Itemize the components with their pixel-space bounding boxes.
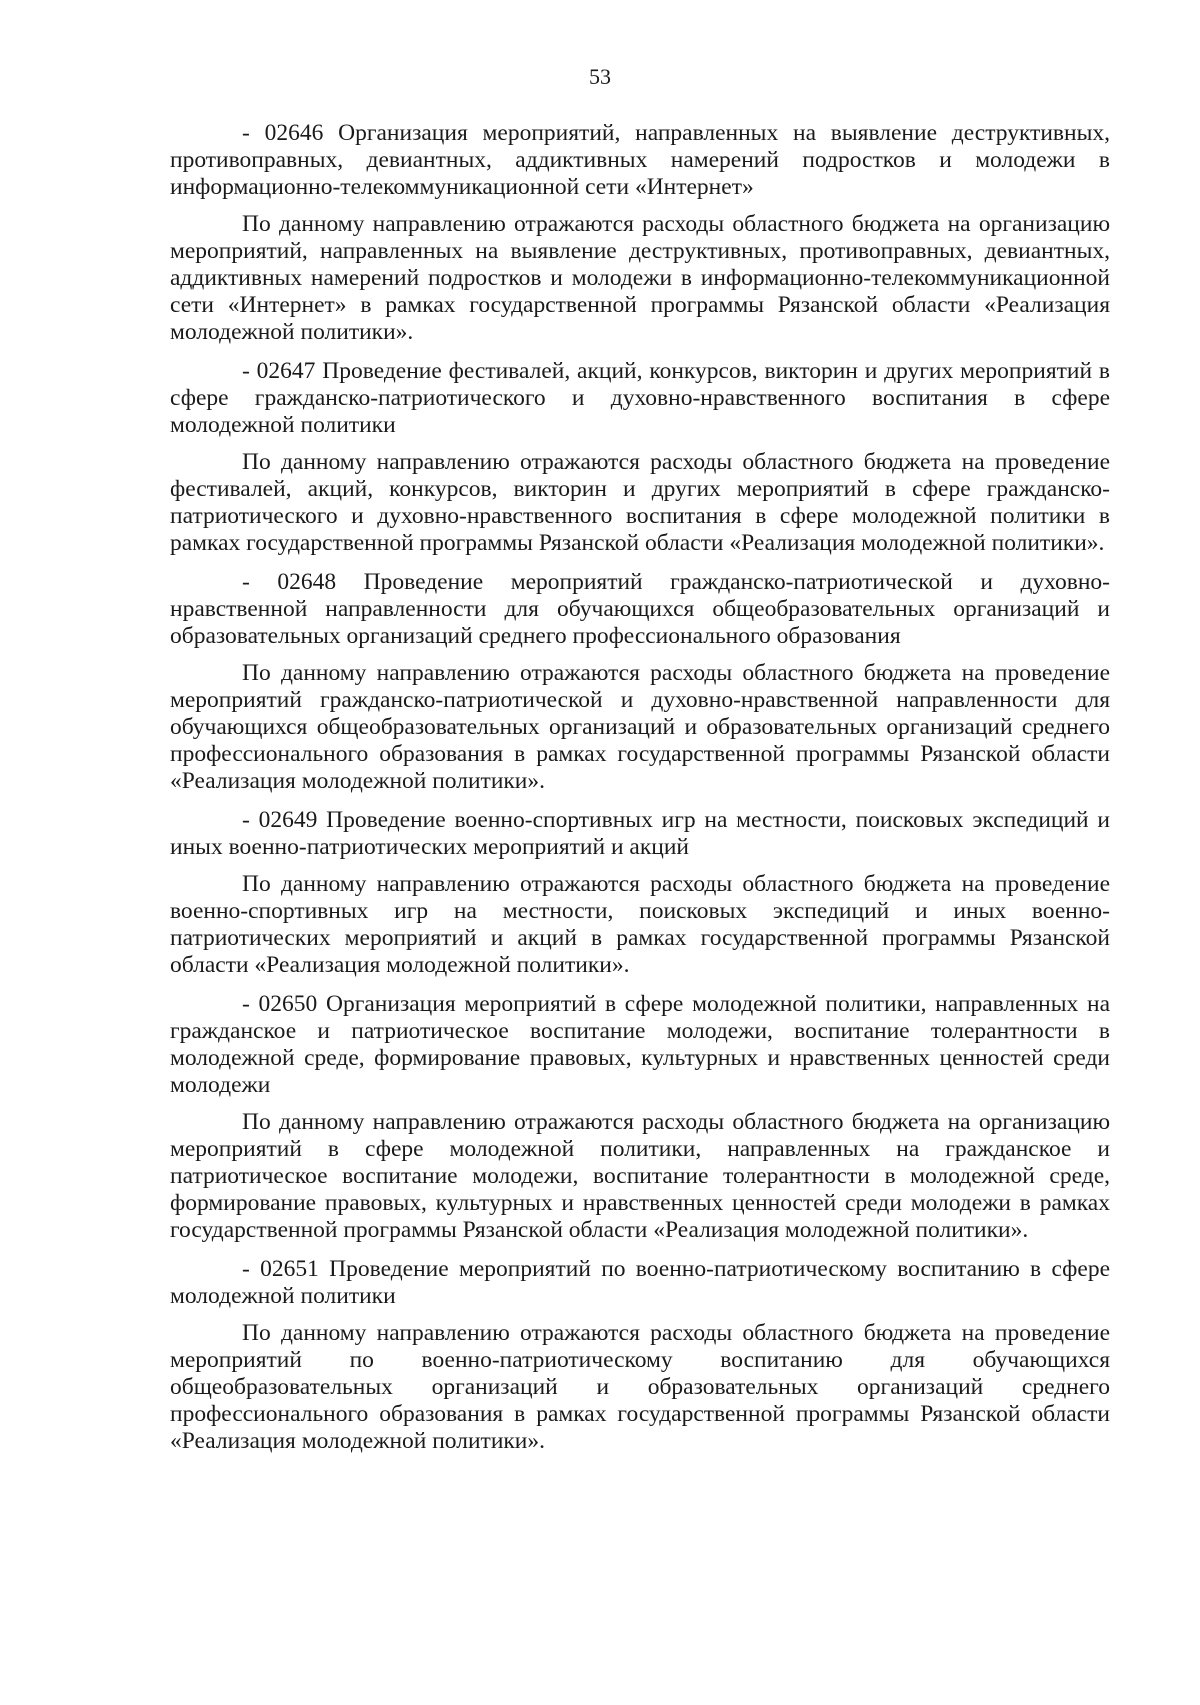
section-heading-02648: - 02648 Проведение мероприятий гражданско-патриотической и духовно-нравственной направленности для обучающихся общеобразовательных организаций и образовательных организаций среднего профессионального образования bbox=[170, 569, 1110, 649]
section-heading-02649: - 02649 Проведение военно-спортивных игр на местности, поисковых экспедиций и иных военно-патриотических мероприятий и акций bbox=[170, 807, 1110, 860]
section-body-02646: По данному направлению отражаются расходы областного бюджета на организацию мероприятий, направленных на выявление деструктивных, противоправных, девиантных, аддиктивных намерений подростков и молодежи в информационно-телекоммуникационной сети «Интернет» в рамках государственной программы Рязанской области «Реализация молодежной политики». bbox=[170, 211, 1110, 345]
document-body bbox=[170, 120, 1110, 1467]
section-heading-02646: - 02646 Организация мероприятий, направленных на выявление деструктивных, противоправных, девиантных, аддиктивных намерений подростков и молодежи в информационно-телекоммуникационной сети «Интернет» bbox=[170, 120, 1110, 200]
section-body-02647: По данному направлению отражаются расходы областного бюджета на проведение фестивалей, акций, конкурсов, викторин и других мероприятий в сфере гражданско-патриотического и духовно-нравственного воспитания в сфере молодежной политики в рамках государственной программы Рязанской области «Реализация молодежной политики». bbox=[170, 449, 1110, 556]
section-body-02651: По данному направлению отражаются расходы областного бюджета на проведение мероприятий по военно-патриотическому воспитанию для обучающихся общеобразовательных организаций и образовательных организаций среднего профессионального образования в рамках государственной программы Рязанской области «Реализация молодежной политики». bbox=[170, 1320, 1110, 1454]
section-heading-02647: - 02647 Проведение фестивалей, акций, конкурсов, викторин и других мероприятий в сфере гражданско-патриотического и духовно-нравственного воспитания в сфере молодежной политики bbox=[170, 358, 1110, 438]
section-heading-02651: - 02651 Проведение мероприятий по военно-патриотическому воспитанию в сфере молодежной политики bbox=[170, 1256, 1110, 1309]
section-body-02648: По данному направлению отражаются расходы областного бюджета на проведение мероприятий гражданско-патриотической и духовно-нравственной направленности для обучающихся общеобразовательных организаций и образовательных организаций среднего профессионального образования в рамках государственной программы Рязанской области «Реализация молодежной политики». bbox=[170, 660, 1110, 794]
page-number: 53 bbox=[589, 64, 611, 89]
section-heading-02650: - 02650 Организация мероприятий в сфере молодежной политики, направленных на гражданское и патриотическое воспитание молодежи, воспитание толерантности в молодежной среде, формирование правовых, культурных и нравственных ценностей среди молодежи bbox=[170, 991, 1110, 1098]
section-body-02650: По данному направлению отражаются расходы областного бюджета на организацию мероприятий в сфере молодежной политики, направленных на гражданское и патриотическое воспитание молодежи, воспитание толерантности в молодежной среде, формирование правовых, культурных и нравственных ценностей среди молодежи в рамках государственной программы Рязанской области «Реализация молодежной политики». bbox=[170, 1109, 1110, 1243]
section-body-02649: По данному направлению отражаются расходы областного бюджета на проведение военно-спортивных игр на местности, поисковых экспедиций и иных военно-патриотических мероприятий и акций в рамках государственной программы Рязанской области «Реализация молодежной политики». bbox=[170, 871, 1110, 978]
